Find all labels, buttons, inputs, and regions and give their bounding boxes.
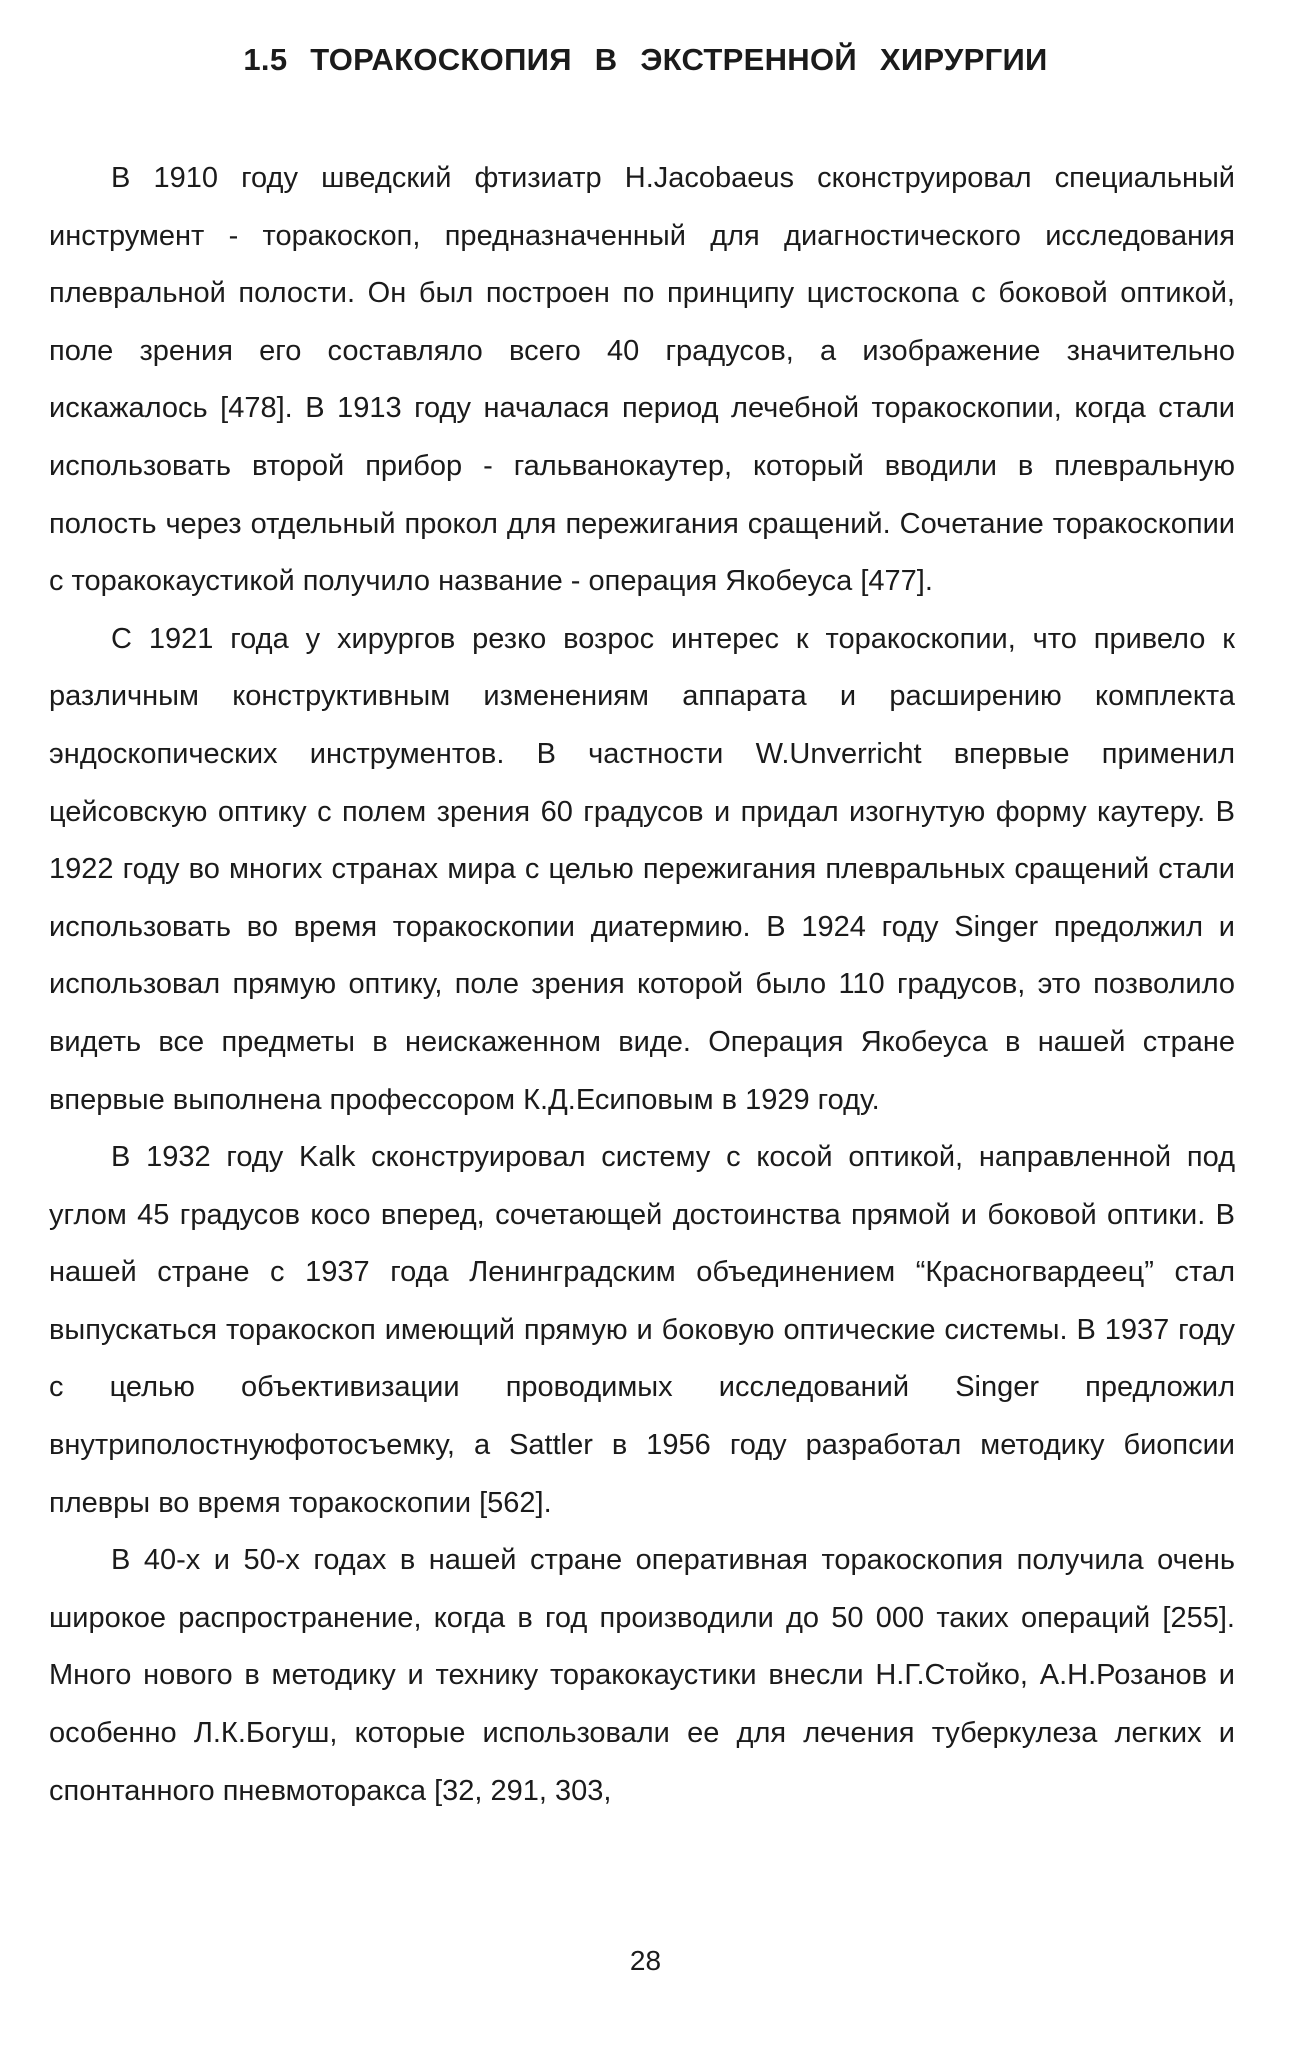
paragraph: В 40-х и 50-х годах в нашей стране оперативная торакоскопия получила очень широкое распространение, когда в год производили до 50 000 таких операций [255]. Много нового в методику и технику торакокаустики внесли Н.Г.Стойко, А.Н.Розанов и особенно Л.К.Богуш, которые использовали ее для лечения туберкулеза легких и спонтанного пневмоторакса [32, 291, 303, (49, 1544, 1235, 1807)
page-number: 28 (629, 1945, 662, 1976)
paragraph: В 1932 году Kalk сконструировал систему с косой оптикой, направленной под углом 45 градусов косо вперед, сочетающей достоинства прямой и боковой оптики. В нашей стране с 1937 года Ленинградским объединением “Красногвардеец” стал выпускаться торакоскоп имеющий прямую и боковую оптические системы. В 1937 году с целью объективизации проводимых исследований Singer предложил внутриполостнуюфотосъемку, а Sattler в 1956 году разработал методику биопсии плевры во время торакоскопии [562]. (49, 1141, 1235, 1519)
paragraph: С 1921 года у хирургов резко возрос интерес к торакоскопии, что привело к различным конструктивным изменениям аппарата и расширению комплекта эндоскопических инструментов. В частности W.Unverricht впервые применил цейсовскую оптику с полем зрения 60 градусов и придал изогнутую форму каутеру. В 1922 году во многих странах мира с целью пережигания плевральных сращений стали использовать во время торакоскопии диатермию. В 1924 году Singer предолжил и использовал прямую оптику, поле зрения которой было 110 градусов, это позволило видеть все предметы в неискаженном виде. Операция Якобеуса в нашей стране впервые выполнена профессором К.Д.Есиповым в 1929 году. (49, 622, 1235, 1116)
section-heading: 1.5 ТОРАКОСКОПИЯ В ЭКСТРЕННОЙ ХИРУРГИИ (243, 42, 1048, 77)
paragraph: В 1910 году шведский фтизиатр H.Jacobaeus сконструировал специальный инструмент - торакоскоп, предназначенный для диагностического исследования плевральной полости. Он был построен по принципу цистоскопа с боковой оптикой, поле зрения его составляло всего 40 градусов, а изображение значительно искажалось [478]. В 1913 году началася период лечебной торакоскопии, когда стали использовать второй прибор - гальванокаутер, который вводили в плевральную полость через отдельный прокол для пережигания сращений. Сочетание торакоскопии с торакокаустикой получило название - операция Якобеуса [477]. (49, 162, 1235, 598)
body-text (49, 150, 1235, 1820)
